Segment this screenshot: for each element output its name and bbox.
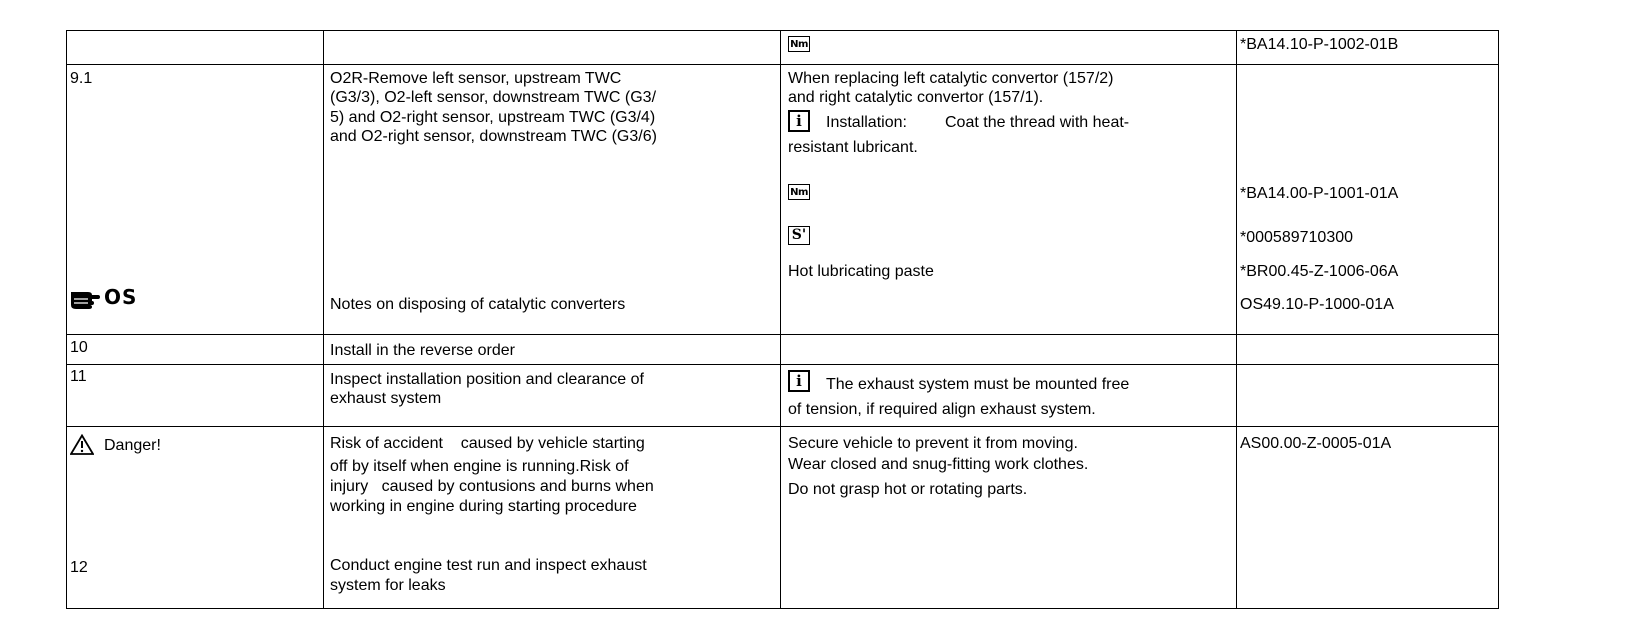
torque-icon: Nm	[788, 184, 810, 200]
warning-triangle-icon	[70, 434, 94, 460]
special-tool-icon: S'	[788, 226, 810, 245]
note-line: of tension, if required align exhaust system.	[788, 401, 1096, 418]
risk-line: working in engine during starting procedure	[330, 498, 637, 515]
danger-label: Danger!	[104, 437, 161, 454]
action-line: Inspect installation position and clearance of	[330, 371, 644, 388]
table-border-left	[66, 30, 67, 609]
column-divider	[1236, 30, 1237, 609]
os-note: Notes on disposing of catalytic converters	[330, 296, 626, 313]
action-line: exhaust system	[330, 390, 442, 407]
safety-note: Secure vehicle to prevent it from moving.	[788, 435, 1078, 452]
installation-text: Coat the thread with heat-	[945, 114, 1130, 131]
row-divider	[66, 364, 1499, 365]
torque-icon: Nm	[788, 36, 810, 52]
action-line: and O2-right sensor, downstream TWC (G3/6)	[330, 128, 657, 145]
note-line: The exhaust system must be mounted free	[826, 376, 1130, 393]
info-icon: i	[788, 110, 810, 132]
installation-label: Installation:	[826, 114, 907, 131]
reference-code[interactable]: AS00.00-Z-0005-01A	[1240, 435, 1392, 452]
action-line: system for leaks	[330, 577, 446, 594]
action-line: Conduct engine test run and inspect exhaust	[330, 557, 647, 574]
row-divider	[66, 334, 1499, 335]
reference-code[interactable]: OS49.10-P-1000-01A	[1240, 296, 1394, 313]
table-border-right	[1498, 30, 1499, 609]
column-divider	[780, 30, 781, 609]
table-border-top	[66, 30, 1499, 31]
safety-note: Do not grasp hot or rotating parts.	[788, 481, 1028, 498]
step-number: 12	[70, 559, 88, 576]
risk-line: off by itself when engine is running.Risk of	[330, 458, 629, 475]
os-label: OS	[104, 285, 138, 309]
risk-line: Risk of accident caused by vehicle starting	[330, 435, 645, 452]
action-line: 5) and O2-right sensor, upstream TWC (G3/4)	[330, 109, 656, 126]
action-line: Install in the reverse order	[330, 342, 515, 359]
action-line: O2R-Remove left sensor, upstream TWC	[330, 70, 622, 87]
installation-text: resistant lubricant.	[788, 139, 918, 156]
reference-code[interactable]: *BA14.10-P-1002-01B	[1240, 36, 1399, 53]
action-line: (G3/3), O2-left sensor, downstream TWC (G3/	[330, 89, 657, 106]
column-divider	[323, 30, 324, 609]
row-divider	[66, 426, 1499, 427]
note-line: and right catalytic convertor (157/1).	[788, 89, 1044, 106]
lubricant-label: Hot lubricating paste	[788, 263, 934, 280]
table-border-bottom	[66, 608, 1499, 609]
note-line: When replacing left catalytic convertor (157/2)	[788, 70, 1114, 87]
reference-code[interactable]: *BA14.00-P-1001-01A	[1240, 185, 1399, 202]
step-number: 11	[70, 368, 87, 385]
reference-code[interactable]: *000589710300	[1240, 229, 1354, 246]
safety-note: Wear closed and snug-fitting work clothes.	[788, 456, 1089, 473]
info-icon: i	[788, 370, 810, 392]
row-divider	[66, 64, 1499, 65]
step-number: 10	[70, 339, 88, 356]
reference-code[interactable]: *BR00.45-Z-1006-06A	[1240, 263, 1399, 280]
pointing-hand-icon	[70, 288, 100, 315]
step-number: 9.1	[70, 70, 93, 87]
risk-line: injury caused by contusions and burns when	[330, 478, 654, 495]
